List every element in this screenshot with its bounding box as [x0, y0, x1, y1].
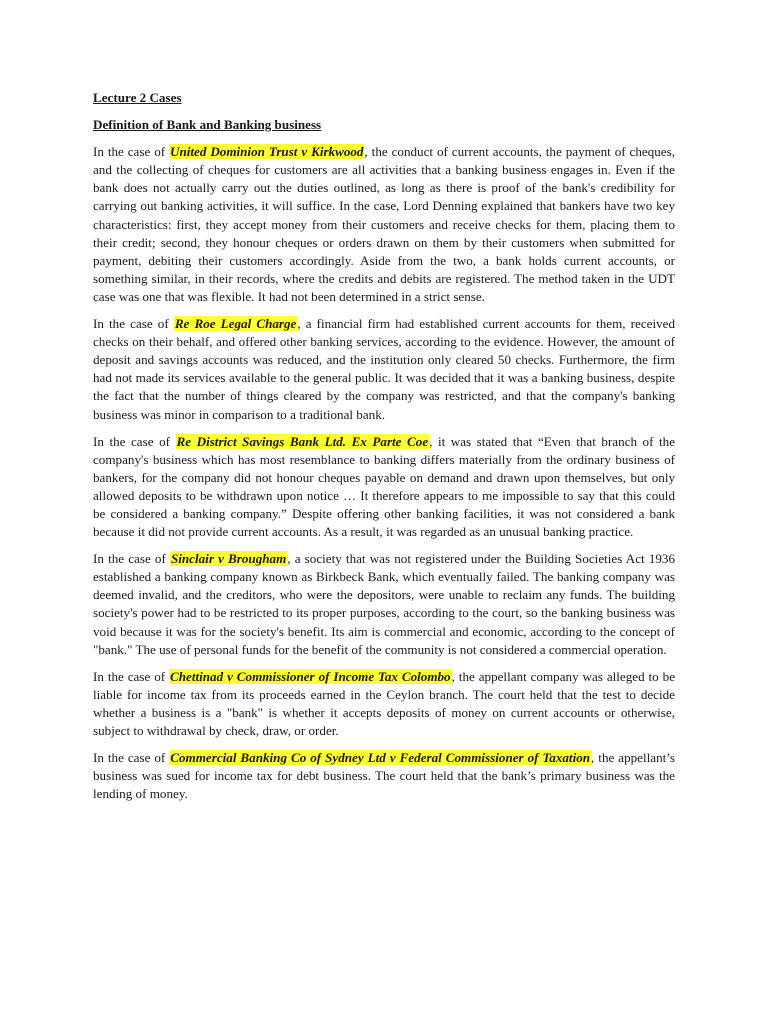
lecture-title: Lecture 2 Cases — [93, 90, 182, 105]
paragraph-intro: In the case of — [93, 668, 170, 684]
case-name-highlight: Sinclair v Brougham — [170, 551, 287, 567]
document-page — [93, 86, 675, 812]
case-name-highlight: Chettinad v Commissioner of Income Tax Colombo — [170, 668, 451, 684]
paragraph-udt-kirkwood — [93, 143, 675, 306]
paragraph-body: , a society that was not registered under the Building Societies Act 1936 established a banking company known as Birkbeck Bank, which eventually failed. The banking company was deemed invalid, and the creditors, who were the depositors, were unable to reclaim any funds. The building society's power had to be restricted to its proper purposes, according to the court, so the banking business was void because it was for the society's benefit. Its aim is commercial and economic, according to the concept of "bank." The use of personal funds for the benefit of the community is not considered a commercial operation. — [93, 551, 676, 657]
paragraph-intro: In the case of — [93, 144, 170, 160]
paragraph-intro: In the case of — [93, 551, 170, 567]
paragraph-body: , the appellant’s business was sued for income tax for debt business. The court held that the bank’s primary business was the lending of money. — [93, 750, 675, 802]
paragraph-re-roe — [93, 315, 675, 424]
case-name-highlight: Re Roe Legal Charge — [174, 316, 297, 332]
paragraph-intro: In the case of — [93, 750, 170, 766]
paragraph-body: , it was stated that “Even that branch of the company's business which has most resemblance to banking differs materially from the ordinary business of bankers, for the company did not honour cheques payable on demand and drawn upon themselves, but only allowed deposits to be withdrawn upon notice … It therefore appears to me impossible to say that this could be considered a banking company.” Despite offering other banking facilities, it was not considered a bank because it did not provide current accounts. As a result, it was regarded as an unusual banking practice. — [93, 433, 676, 540]
paragraph-intro: In the case of — [93, 433, 176, 449]
paragraph-sinclair-brougham — [93, 550, 675, 659]
paragraph-body: , the conduct of current accounts, the payment of cheques, and the collecting of cheques for customers are all activities that a banking business engages in. Even if the bank does not actually carry out the duties outlined, as long as there is proof of the bank's credibility for carrying out banking activities, it will suffice. In the case, Lord Denning explained that bankers have two key characteristics: first, they accept money from their customers and receive checks for them, placing them to their credit; second, they honour cheques or orders drawn on them by their customers when submitted for payment, debiting their customers accordingly. Aside from the two, a bank holds current accounts, or something similar, in their records, where the credits and debits are registered. The method taken in the UDT case was one that was flexible. It had not been determined in a strict sense. — [93, 144, 675, 304]
case-name-highlight: Re District Savings Bank Ltd. Ex Parte Coe — [176, 433, 429, 449]
paragraph-body: , the appellant company was alleged to be liable for income tax from its proceeds earned in the Ceylon branch. The court held that the test to decide whether a business is a "bank" is whether it accepts deposits of money on current accounts or otherwise, subject to withdrawal by check, draw, or order. — [93, 668, 676, 738]
case-name-highlight: United Dominion Trust v Kirkwood — [170, 144, 364, 160]
paragraph-body: , a financial firm had established current accounts for them, received checks on their behalf, and offered other banking services, according to the evidence. However, the amount of deposit and savings accounts was reduced, and the institution only cleared 50 checks. Furthermore, the firm had not made its services available to the general public. It was decided that it was a banking business, despite the fact that the number of things cleared by the company was restricted, and that the company's banking business was minor in comparison to a traditional bank. — [93, 316, 675, 422]
case-name-highlight: Commercial Banking Co of Sydney Ltd v Federal Commissioner of Taxation — [170, 750, 591, 766]
paragraph-commercial-banking-sydney — [93, 749, 675, 803]
paragraph-intro: In the case of — [93, 316, 174, 332]
paragraph-chettinad — [93, 668, 675, 740]
paragraph-re-district-savings — [93, 433, 675, 542]
section-title: Definition of Bank and Banking business — [93, 117, 322, 133]
